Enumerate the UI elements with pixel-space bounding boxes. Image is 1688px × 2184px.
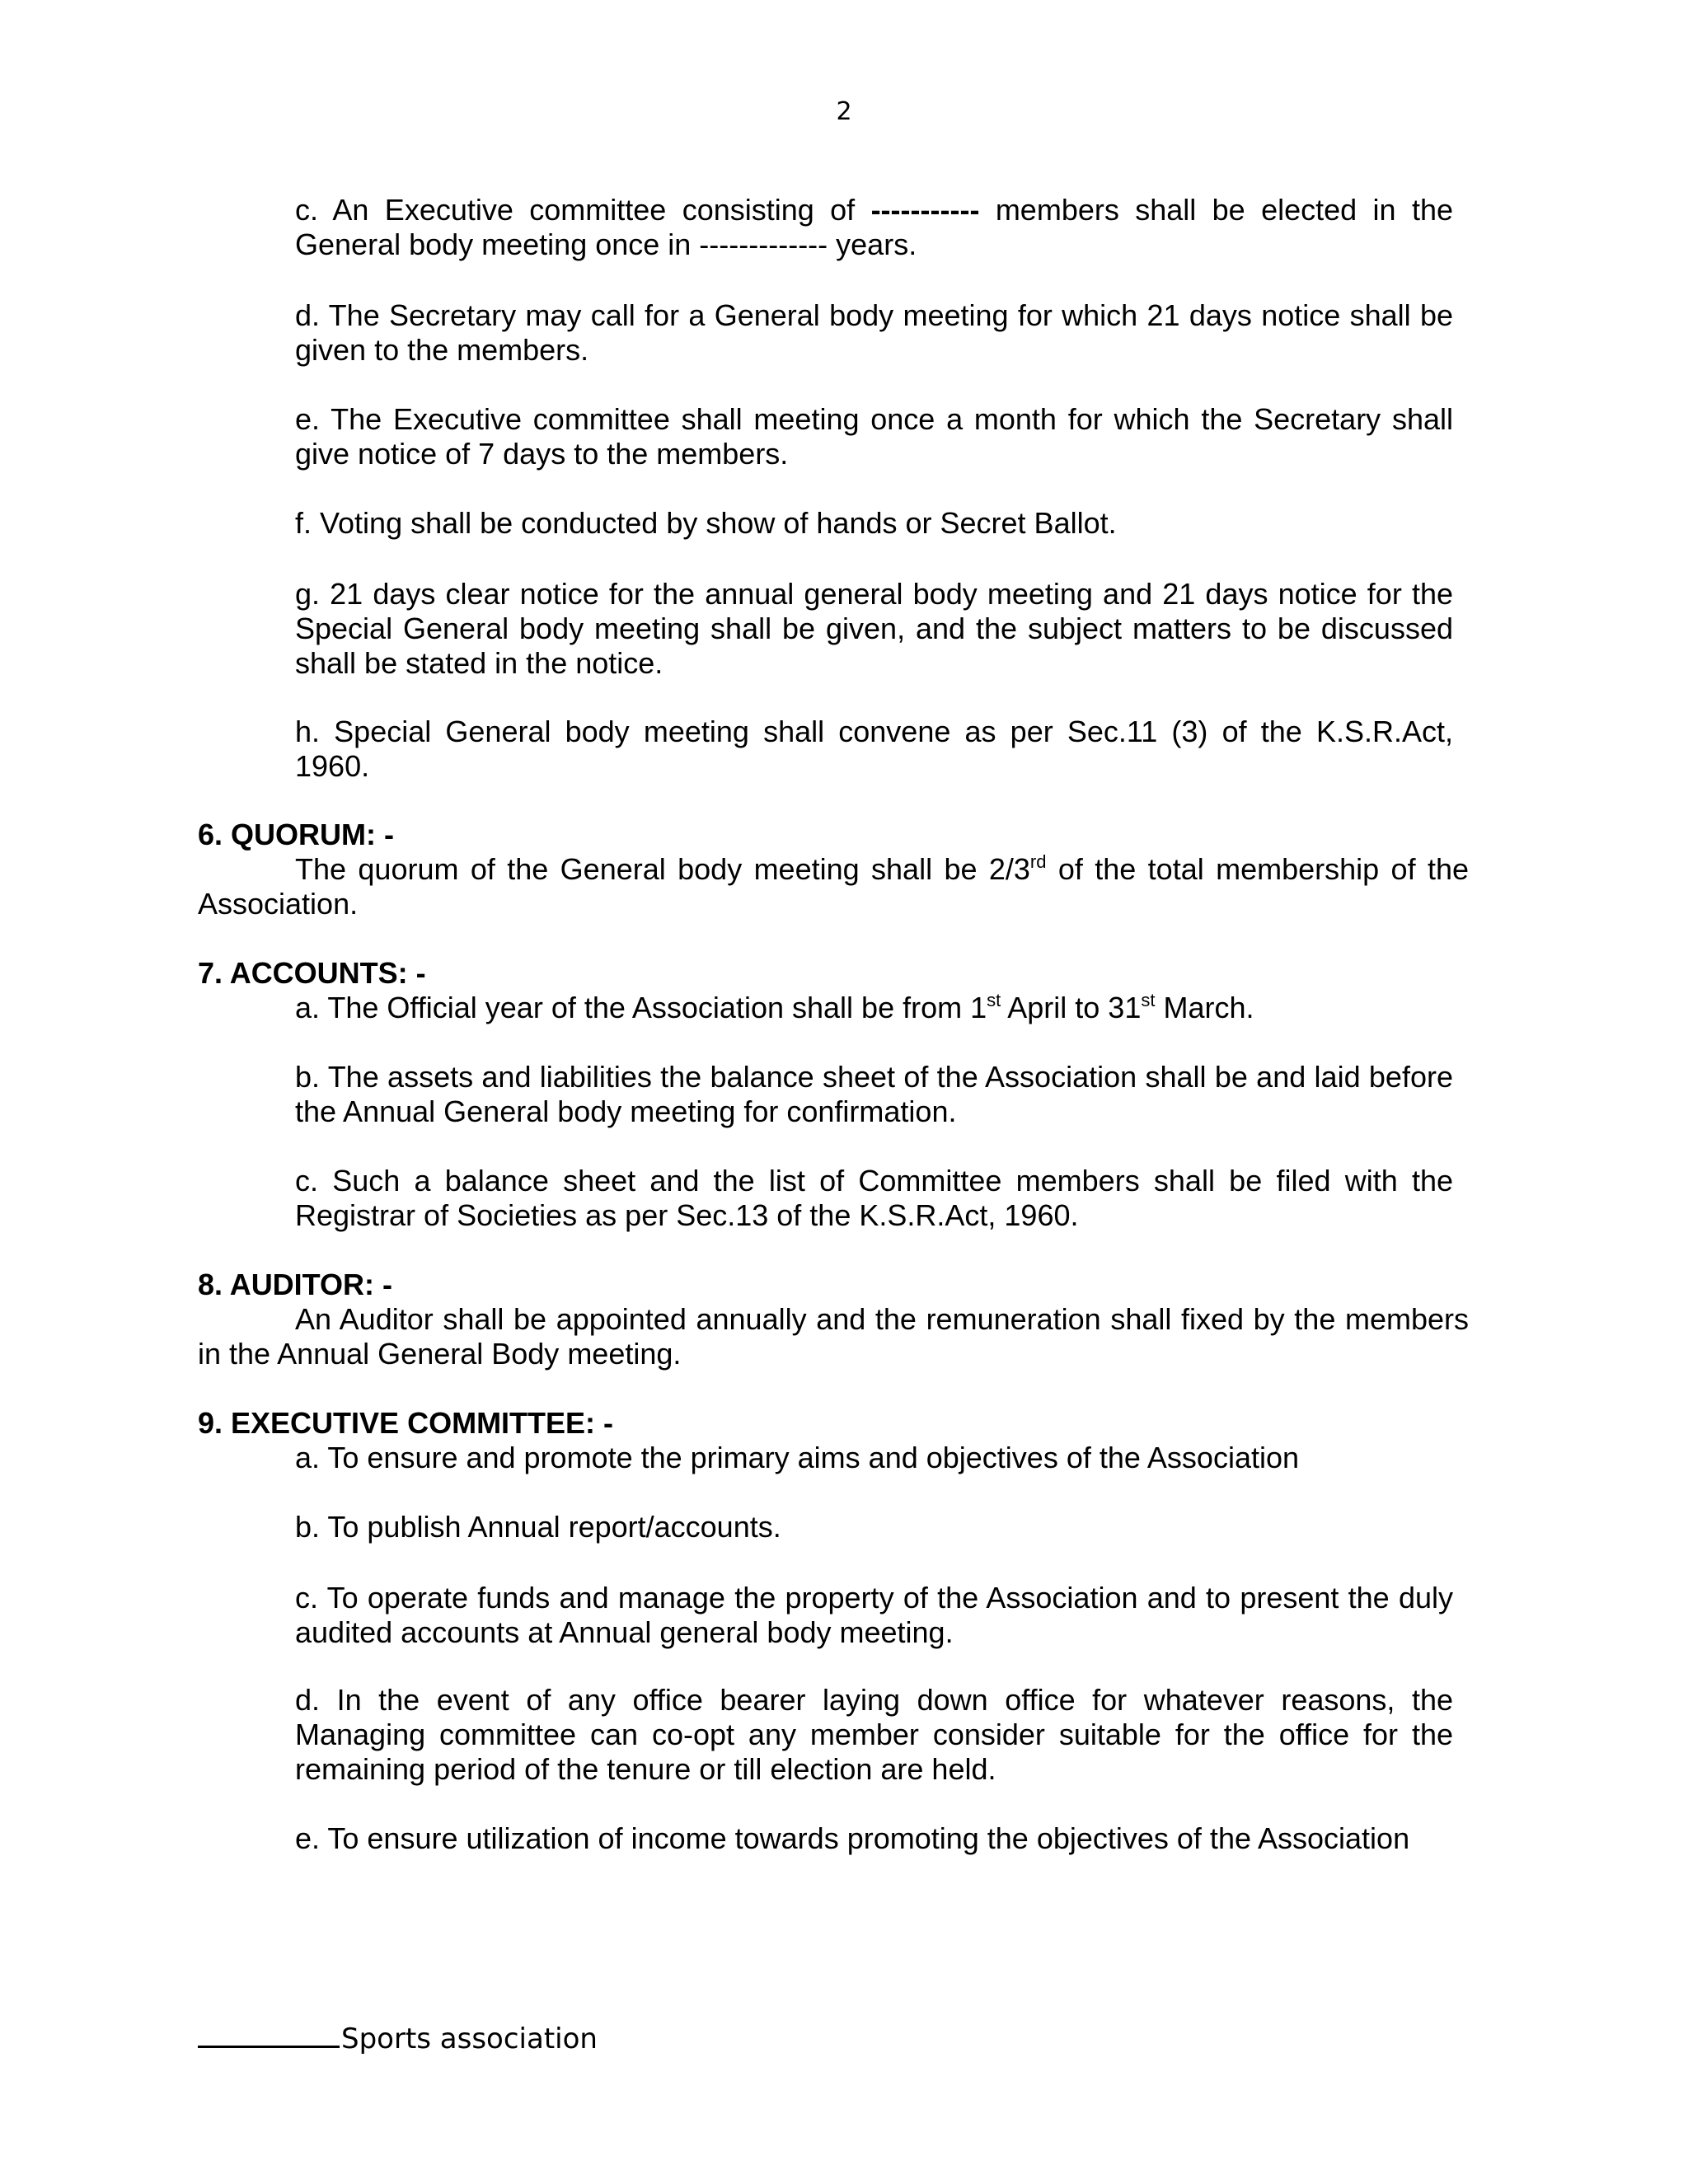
clause-5c-blank: ----------- <box>870 193 980 227</box>
clause-9c: c. To operate funds and manage the property of the Association and to present the duly audited accounts at Annual general body meeting. <box>295 1581 1453 1649</box>
clause-5h: h. Special General body meeting shall convene as per Sec.11 (3) of the K.S.R.Act, 1960. <box>295 715 1453 783</box>
clause-7a-text-2: April to 31 <box>1001 991 1142 1024</box>
quorum-text-2: of the total membership of the Association. <box>198 852 1469 921</box>
auditor-text: An Auditor shall be appointed annually and the remuneration shall fixed by the members in the Annual General Body meeting. <box>198 1302 1469 1371</box>
clause-7a-text-3: March. <box>1155 991 1254 1024</box>
clause-7a-sup-2: st <box>1141 990 1156 1010</box>
clause-5d: d. The Secretary may call for a General body meeting for which 21 days notice shall be given to the members. <box>295 298 1453 367</box>
quorum-text-1: The quorum of the General body meeting shall be 2/3 <box>295 852 1030 886</box>
quorum-sup: rd <box>1029 851 1047 872</box>
footer-blank-line <box>198 2021 340 2048</box>
footer-text: Sports association <box>341 2022 598 2055</box>
clause-5f: f. Voting shall be conducted by show of hands or Secret Ballot. <box>295 506 1117 540</box>
clause-5c <box>295 193 1453 262</box>
clause-7a-text-1: a. The Official year of the Association shall be from 1 <box>295 991 987 1024</box>
heading-auditor: 8. AUDITOR: - <box>198 1268 393 1301</box>
heading-accounts: 7. ACCOUNTS: - <box>198 956 426 990</box>
page-number: 2 <box>836 97 852 126</box>
clause-9b: b. To publish Annual report/accounts. <box>295 1510 781 1544</box>
clause-7a-sup-1: st <box>987 990 1001 1010</box>
footer <box>198 2021 598 2055</box>
heading-quorum: 6. QUORUM: - <box>198 818 394 851</box>
clause-5e: e. The Executive committee shall meeting once a month for which the Secretary shall give notice of 7 days to the members. <box>295 402 1453 471</box>
clause-7a <box>295 991 1453 1025</box>
clause-9e: e. To ensure utilization of income towards promoting the objectives of the Association <box>295 1821 1410 1855</box>
heading-executive-committee: 9. EXECUTIVE COMMITTEE: - <box>198 1406 614 1440</box>
quorum-text <box>198 852 1469 921</box>
clause-5g: g. 21 days clear notice for the annual general body meeting and 21 days notice for the Special General body meeting shall be given, and the subject matters to be discussed shall be stated in the notice. <box>295 577 1453 680</box>
clause-9a: a. To ensure and promote the primary aims and objectives of the Association <box>295 1441 1300 1474</box>
clause-7b: b. The assets and liabilities the balance sheet of the Association shall be and laid before the Annual General body meeting for confirmation. <box>295 1060 1453 1128</box>
clause-7c: c. Such a balance sheet and the list of Committee members shall be filed with the Registrar of Societies as per Sec.13 of the K.S.R.Act, 1960. <box>295 1164 1453 1232</box>
clause-5c-text-2: members shall be elected in the General body meeting once in ------------- years. <box>295 193 1453 261</box>
clause-5c-text-1: c. An Executive committee consisting of <box>295 193 871 227</box>
clause-9d: d. In the event of any office bearer laying down office for whatever reasons, the Managing committee can co-opt any member consider suitable for the office for the remaining period of the tenure or till election are held. <box>295 1683 1453 1786</box>
